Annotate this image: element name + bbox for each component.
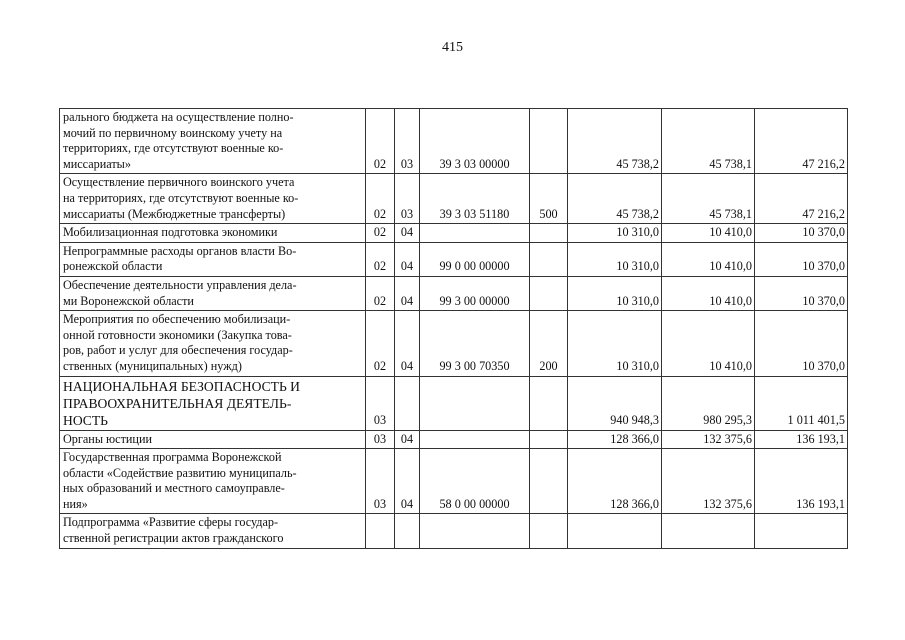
item-name-line: ПРАВООХРАНИТЕЛЬНАЯ ДЕЯТЕЛЬ- bbox=[63, 395, 292, 411]
amount-year2-cell: 45 738,1 bbox=[662, 109, 755, 174]
item-name-line: на территориях, где отсутствуют военные ко- bbox=[63, 190, 299, 205]
table-row bbox=[60, 109, 848, 174]
target-article-cell: 99 0 00 00000 bbox=[420, 242, 530, 276]
amount-year3-cell: 47 216,2 bbox=[755, 174, 848, 224]
table-row bbox=[60, 514, 848, 548]
amount-year2-cell: 132 375,6 bbox=[662, 430, 755, 449]
item-name-cell bbox=[60, 376, 366, 430]
table-row bbox=[60, 224, 848, 243]
subsection-code-cell bbox=[395, 514, 420, 548]
table-row bbox=[60, 311, 848, 376]
target-article-cell: 99 3 00 00000 bbox=[420, 276, 530, 310]
section-code-cell: 02 bbox=[366, 174, 395, 224]
item-name-line: онной готовности экономики (Закупка това- bbox=[63, 327, 292, 342]
item-name-cell bbox=[60, 311, 366, 376]
table-body bbox=[60, 109, 848, 549]
item-name-cell bbox=[60, 430, 366, 449]
subsection-code-cell: 04 bbox=[395, 430, 420, 449]
amount-year3-cell: 10 370,0 bbox=[755, 224, 848, 243]
expense-type-cell bbox=[530, 109, 568, 174]
target-article-cell: 99 3 00 70350 bbox=[420, 311, 530, 376]
target-article-cell: 39 3 03 00000 bbox=[420, 109, 530, 174]
target-article-cell bbox=[420, 224, 530, 243]
amount-year3-cell: 47 216,2 bbox=[755, 109, 848, 174]
amount-year1-cell: 10 310,0 bbox=[568, 242, 662, 276]
subsection-code-cell: 04 bbox=[395, 276, 420, 310]
table-row bbox=[60, 376, 848, 430]
amount-year2-cell: 132 375,6 bbox=[662, 449, 755, 514]
amount-year2-cell bbox=[662, 514, 755, 548]
amount-year1-cell: 128 366,0 bbox=[568, 449, 662, 514]
target-article-cell bbox=[420, 430, 530, 449]
section-code-cell: 03 bbox=[366, 449, 395, 514]
item-name-line: территориях, где отсутствуют военные ко- bbox=[63, 141, 284, 156]
amount-year1-cell bbox=[568, 514, 662, 548]
amount-year3-cell: 10 370,0 bbox=[755, 242, 848, 276]
page-number: 415 bbox=[442, 40, 463, 55]
amount-year3-cell: 10 370,0 bbox=[755, 276, 848, 310]
item-name-line: ственных (муниципальных) нужд) bbox=[63, 358, 242, 373]
amount-year1-cell: 10 310,0 bbox=[568, 276, 662, 310]
section-code-cell: 02 bbox=[366, 224, 395, 243]
item-name-cell bbox=[60, 224, 366, 243]
expense-type-cell: 200 bbox=[530, 311, 568, 376]
amount-year2-cell: 45 738,1 bbox=[662, 174, 755, 224]
subsection-code-cell: 04 bbox=[395, 449, 420, 514]
table-row bbox=[60, 242, 848, 276]
section-code-cell: 03 bbox=[366, 430, 395, 449]
subsection-code-cell: 04 bbox=[395, 311, 420, 376]
amount-year1-cell: 940 948,3 bbox=[568, 376, 662, 430]
item-name-line: миссариаты» bbox=[63, 156, 131, 171]
amount-year2-cell: 980 295,3 bbox=[662, 376, 755, 430]
expense-type-cell bbox=[530, 242, 568, 276]
item-name-line: Органы юстиции bbox=[63, 431, 152, 446]
amount-year2-cell: 10 410,0 bbox=[662, 224, 755, 243]
amount-year3-cell: 136 193,1 bbox=[755, 430, 848, 449]
item-name-cell bbox=[60, 514, 366, 548]
item-name-line: Подпрограмма «Развитие сферы государ- bbox=[63, 515, 279, 530]
amount-year1-cell: 45 738,2 bbox=[568, 174, 662, 224]
amount-year2-cell: 10 410,0 bbox=[662, 276, 755, 310]
item-name-line: Мероприятия по обеспечению мобилизаци- bbox=[63, 312, 291, 327]
amount-year3-cell: 10 370,0 bbox=[755, 311, 848, 376]
item-name-line: Мобилизационная подготовка экономики bbox=[63, 225, 278, 240]
item-name-line: Непрограммные расходы органов власти Во- bbox=[63, 243, 297, 258]
amount-year1-cell: 10 310,0 bbox=[568, 311, 662, 376]
amount-year1-cell: 128 366,0 bbox=[568, 430, 662, 449]
section-code-cell: 03 bbox=[366, 376, 395, 430]
item-name-cell bbox=[60, 174, 366, 224]
item-name-cell bbox=[60, 276, 366, 310]
subsection-code-cell bbox=[395, 376, 420, 430]
expense-type-cell bbox=[530, 276, 568, 310]
target-article-cell bbox=[420, 376, 530, 430]
amount-year3-cell bbox=[755, 514, 848, 548]
amount-year2-cell: 10 410,0 bbox=[662, 242, 755, 276]
item-name-line: рального бюджета на осуществление полно- bbox=[63, 110, 294, 124]
item-name-line: ронежской области bbox=[63, 259, 163, 274]
expense-type-cell bbox=[530, 514, 568, 548]
expense-type-cell bbox=[530, 449, 568, 514]
target-article-cell: 39 3 03 51180 bbox=[420, 174, 530, 224]
amount-year1-cell: 10 310,0 bbox=[568, 224, 662, 243]
section-code-cell: 02 bbox=[366, 276, 395, 310]
item-name-line: области «Содействие развитию муниципаль- bbox=[63, 465, 297, 480]
item-name-line: НАЦИОНАЛЬНАЯ БЕЗОПАСНОСТЬ И bbox=[63, 378, 300, 394]
subsection-code-cell: 03 bbox=[395, 109, 420, 174]
item-name-cell bbox=[60, 449, 366, 514]
expense-type-cell: 500 bbox=[530, 174, 568, 224]
amount-year2-cell: 10 410,0 bbox=[662, 311, 755, 376]
amount-year3-cell: 1 011 401,5 bbox=[755, 376, 848, 430]
item-name-line: НОСТЬ bbox=[63, 412, 108, 428]
expense-type-cell bbox=[530, 430, 568, 449]
item-name-line: ния» bbox=[63, 496, 88, 511]
item-name-line: ственной регистрации актов гражданского bbox=[63, 531, 284, 546]
table-row bbox=[60, 449, 848, 514]
section-code-cell bbox=[366, 514, 395, 548]
item-name-cell bbox=[60, 242, 366, 276]
section-code-cell: 02 bbox=[366, 242, 395, 276]
table-row bbox=[60, 430, 848, 449]
table-row bbox=[60, 174, 848, 224]
item-name-line: мочий по первичному воинскому учету на bbox=[63, 125, 283, 140]
subsection-code-cell: 03 bbox=[395, 174, 420, 224]
item-name-line: Государственная программа Воронежской bbox=[63, 450, 282, 465]
amount-year1-cell: 45 738,2 bbox=[568, 109, 662, 174]
target-article-cell bbox=[420, 514, 530, 548]
item-name-line: Обеспечение деятельности управления дела- bbox=[63, 277, 297, 292]
expense-type-cell bbox=[530, 224, 568, 243]
item-name-line: миссариаты (Межбюджетные трансферты) bbox=[63, 206, 286, 221]
item-name-line: ных образований и местного самоуправле- bbox=[63, 481, 285, 496]
subsection-code-cell: 04 bbox=[395, 242, 420, 276]
target-article-cell: 58 0 00 00000 bbox=[420, 449, 530, 514]
section-code-cell: 02 bbox=[366, 109, 395, 174]
item-name-line: ров, работ и услуг для обеспечения государ- bbox=[63, 343, 293, 358]
table-row bbox=[60, 276, 848, 310]
item-name-line: Осуществление первичного воинского учета bbox=[63, 175, 295, 190]
section-code-cell: 02 bbox=[366, 311, 395, 376]
item-name-line: ми Воронежской области bbox=[63, 293, 194, 308]
expense-type-cell bbox=[530, 376, 568, 430]
item-name-cell bbox=[60, 109, 366, 174]
amount-year3-cell: 136 193,1 bbox=[755, 449, 848, 514]
budget-table bbox=[59, 108, 848, 549]
subsection-code-cell: 04 bbox=[395, 224, 420, 243]
